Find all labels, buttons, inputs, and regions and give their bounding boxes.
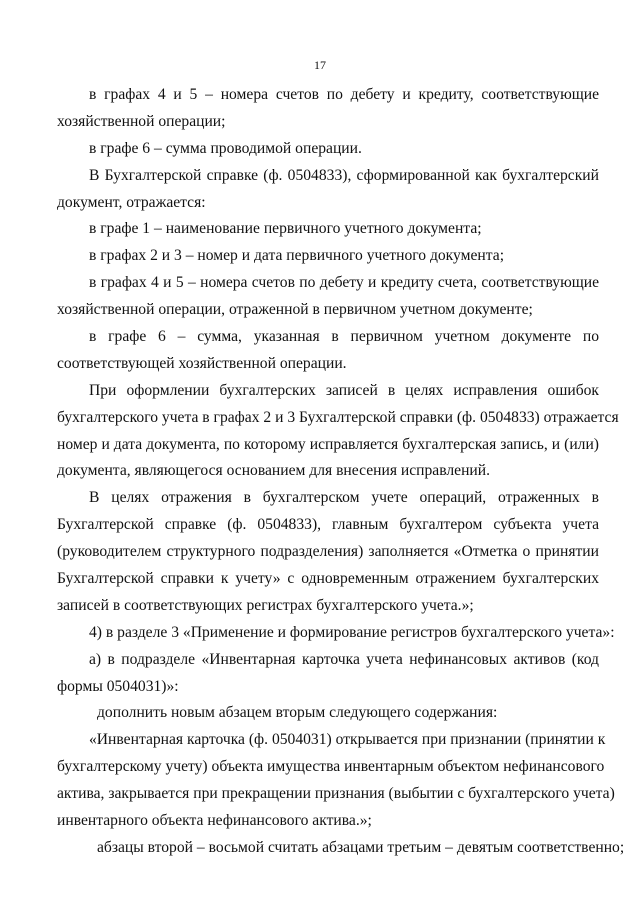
document-body <box>57 82 625 862</box>
text-line: В Бухгалтерской справке (ф. 0504833), сформированной как бухгалтерский <box>89 166 599 184</box>
text-line: актива, закрывается при прекращении признания (выбытии с бухгалтерского учета) <box>57 785 615 803</box>
page-number: 17 <box>314 58 326 72</box>
text-line: Бухгалтерской справке (ф. 0504833), главным бухгалтером субъекта учета <box>57 516 599 534</box>
text-line: формы 0504031)»: <box>57 677 179 695</box>
text-line: В целях отражения в бухгалтерском учете операций, отраженных в <box>89 489 599 507</box>
text-line: в графе 6 – сумма, указанная в первичном учетном документе по <box>89 328 599 346</box>
text-line: соответствующей хозяйственной операции. <box>57 354 347 372</box>
text-line: «Инвентарная карточка (ф. 0504031) открывается при признании (принятии к <box>89 731 606 749</box>
text-line: в графах 4 и 5 – номера счетов по дебету и кредиту, соответствующие <box>89 86 599 103</box>
text-line: хозяйственной операции, отраженной в первичном учетном документе; <box>57 301 533 319</box>
text-line: инвентарного объекта нефинансового актива.»; <box>57 812 372 830</box>
text-line: а) в подразделе «Инвентарная карточка учета нефинансовых активов (код <box>89 650 599 668</box>
text-line: в графе 1 – наименование первичного учетного документа; <box>89 220 482 238</box>
text-line: номер и дата документа, по которому исправляется бухгалтерская запись, и (или) <box>57 435 599 453</box>
text-line: абзацы второй – восьмой считать абзацами третьим – девятым соответственно; <box>97 838 625 856</box>
text-line: записей в соответствующих регистрах бухгалтерского учета.»; <box>57 596 474 614</box>
text-line: хозяйственной операции; <box>57 112 226 130</box>
text-line: в графах 2 и 3 – номер и дата первичного учетного документа; <box>89 247 505 265</box>
text-line: Бухгалтерской справки к учету» с одновременным отражением бухгалтерских <box>57 570 599 588</box>
text-line: бухгалтерского учета в графах 2 и 3 Бухгалтерской справки (ф. 0504833) отражается <box>57 408 619 426</box>
text-line: в графе 6 – сумма проводимой операции. <box>89 139 362 157</box>
text-line: документа, являющегося основанием для внесения исправлений. <box>57 462 491 480</box>
text-line: 4) в разделе 3 «Применение и формирование регистров бухгалтерского учета»: <box>89 623 615 641</box>
text-line: (руководителем структурного подразделения) заполняется «Отметка о принятии <box>57 543 599 561</box>
text-line: При оформлении бухгалтерских записей в целях исправления ошибок <box>89 381 599 399</box>
text-line: бухгалтерскому учету) объекта имущества инвентарным объектом нефинансового <box>57 758 605 776</box>
text-line: дополнить новым абзацем вторым следующего содержания: <box>97 704 498 722</box>
text-line: в графах 4 и 5 – номера счетов по дебету и кредиту счета, соответствующие <box>89 274 599 292</box>
text-line: документ, отражается: <box>57 193 206 211</box>
